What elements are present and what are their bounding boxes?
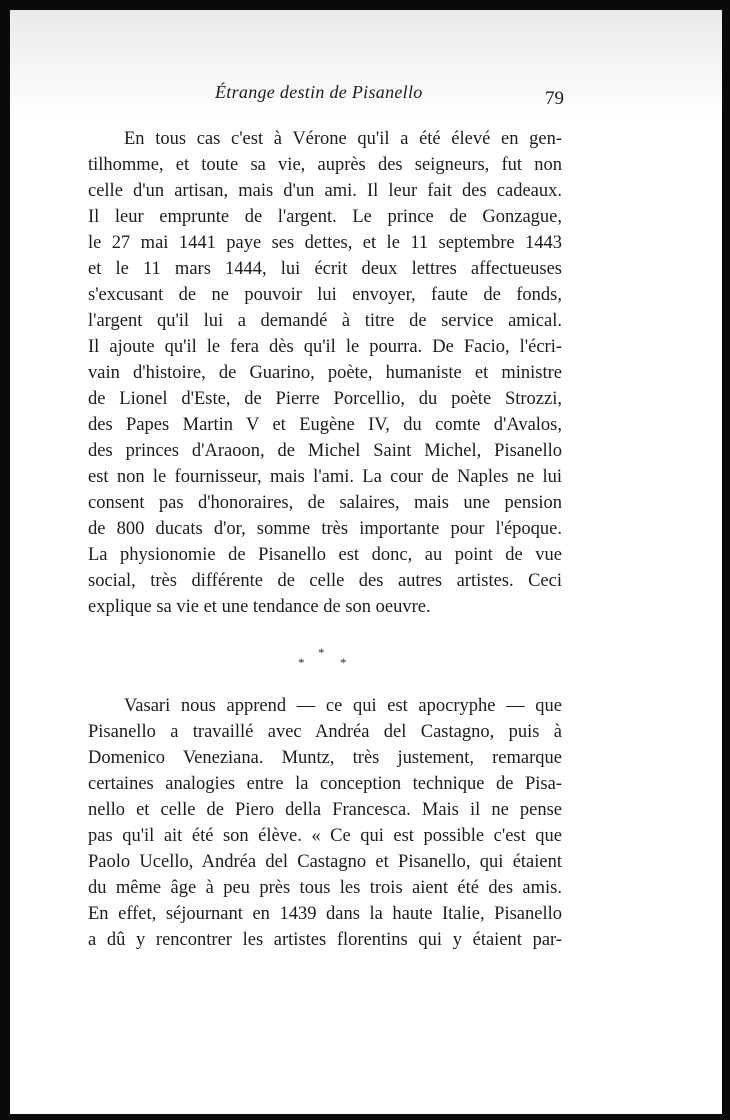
text-line: consent pas d'honoraires, de salaires, mais une pension: [88, 493, 562, 513]
text-line: des princes d'Araoon, de Michel Saint Michel, Pisanello: [88, 441, 562, 461]
text-line: certaines analogies entre la conception technique de Pisa-: [88, 774, 562, 794]
text-line: l'argent qu'il lui a demandé à titre de service amical.: [88, 311, 562, 331]
text-line: Paolo Ucello, Andréa del Castagno et Pisanello, qui étaient: [88, 852, 562, 872]
text-line: du même âge à peu près tous les trois aient été des amis.: [88, 878, 562, 898]
text-line: de 800 ducats d'or, somme très importante pour l'époque.: [88, 519, 562, 539]
text-line: Domenico Veneziana. Muntz, très justement, remarque: [88, 748, 562, 768]
asterisk-icon: *: [340, 655, 347, 670]
text-line: et le 11 mars 1444, lui écrit deux lettres affectueuses: [88, 259, 562, 279]
text-line: vain d'histoire, de Guarino, poète, humaniste et ministre: [88, 363, 562, 383]
paragraph-1: [88, 126, 562, 620]
text-line: En tous cas c'est à Vérone qu'il a été élevé en gen-: [124, 129, 562, 149]
text-line: Pisanello a travaillé avec Andréa del Castagno, puis à: [88, 722, 562, 742]
text-line: explique sa vie et une tendance de son oeuvre.: [88, 597, 431, 617]
text-line: pas qu'il ait été son élève. « Ce qui est possible c'est que: [88, 826, 562, 846]
text-line: celle d'un artisan, mais d'un ami. Il leur fait des cadeaux.: [88, 181, 562, 201]
text-line: est non le fournisseur, mais l'ami. La cour de Naples ne lui: [88, 467, 562, 487]
text-line: Il leur emprunte de l'argent. Le prince de Gonzague,: [88, 207, 562, 227]
text-line: le 27 mai 1441 paye ses dettes, et le 11 septembre 1443: [88, 233, 562, 253]
text-line: social, très différente de celle des autres artistes. Ceci: [88, 571, 562, 591]
text-line: La physionomie de Pisanello est donc, au point de vue: [88, 545, 562, 565]
text-line: de Lionel d'Este, de Pierre Porcellio, du poète Strozzi,: [88, 389, 562, 409]
text-line: tilhomme, et toute sa vie, auprès des seigneurs, fut non: [88, 155, 562, 175]
paragraph-2: [88, 693, 562, 953]
text-line: nello et celle de Piero della Francesca. Mais il ne pense: [88, 800, 562, 820]
text-line: s'excusant de ne pouvoir lui envoyer, faute de fonds,: [88, 285, 562, 305]
text-line: a dû y rencontrer les artistes florentins qui y étaient par-: [88, 930, 562, 950]
page-header: [0, 82, 730, 112]
text-line: En effet, séjournant en 1439 dans la haute Italie, Pisanello: [88, 904, 562, 924]
section-separator: [290, 645, 360, 675]
asterisk-icon: *: [298, 655, 305, 670]
text-line: Vasari nous apprend — ce qui est apocryphe — que: [124, 696, 562, 716]
text-line: des Papes Martin V et Eugène IV, du comte d'Avalos,: [88, 415, 562, 435]
text-line: Il ajoute qu'il le fera dès qu'il le pourra. De Facio, l'écri-: [88, 337, 562, 357]
page-number: 79: [545, 88, 564, 109]
running-title: Étrange destin de Pisanello: [215, 82, 423, 102]
asterisk-icon: *: [318, 645, 325, 660]
